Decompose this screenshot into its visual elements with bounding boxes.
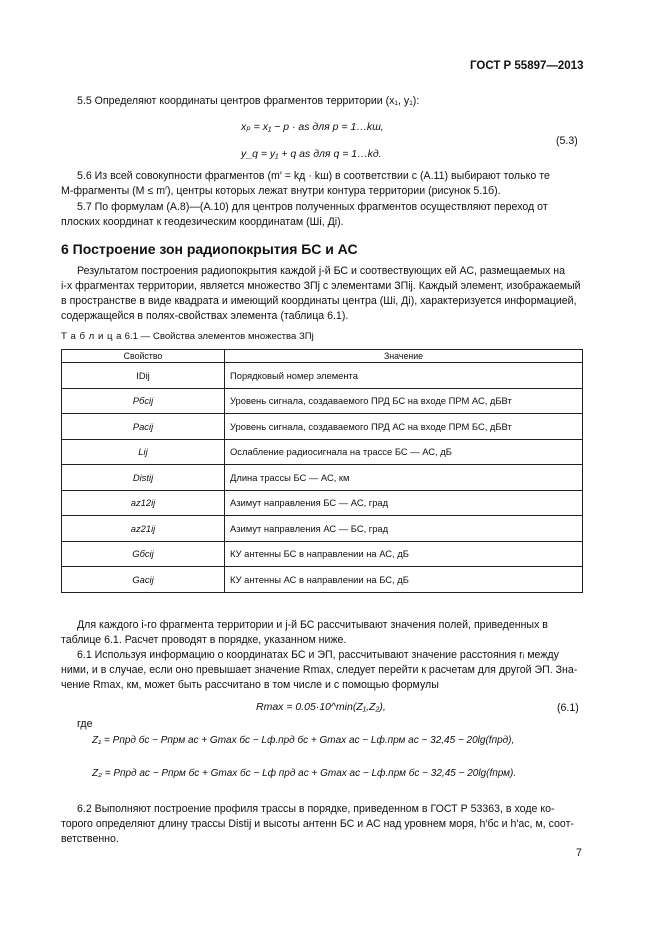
after-table-line1: Для каждого i-го фрагмента территории и j-й БС рассчитывают значения полей, приведенных в xyxy=(77,619,548,631)
property-symbol: Distij xyxy=(62,465,225,491)
formula-xp: xₚ = x₁ − p · as для p = 1…kш, xyxy=(241,121,384,133)
intro-line1: Результатом построения радиопокрытия каждой j-й БС и соотвествующих ей АС, размещаемых на xyxy=(77,265,565,277)
properties-table xyxy=(61,349,583,593)
property-value: КУ антенны БС в направлении на АС, дБ xyxy=(225,541,583,567)
table-caption-prefix: Т а б л и ц а xyxy=(61,331,122,342)
table-header-row xyxy=(62,350,583,363)
property-value: Азимут направления АС — БС, град xyxy=(225,516,583,542)
intro-line2: i-х фрагментах территории, является множество ЗПj с элементами ЗПij. Каждый элемент, изображаемый xyxy=(61,280,581,292)
property-value: КУ антенны АС в направлении на БС, дБ xyxy=(225,567,583,593)
property-symbol: Gбсij xyxy=(62,541,225,567)
column-header-property: Свойство xyxy=(62,350,225,363)
formula-number-5-3: (5.3) xyxy=(556,135,578,147)
property-value: Порядковый номер элемента xyxy=(225,363,583,389)
clause-6-2-line1: 6.2 Выполняют построение профиля трассы в порядке, приведенном в ГОСТ Р 53363, в ходе ко- xyxy=(77,803,555,815)
page-number: 7 xyxy=(576,847,582,859)
section-6-title: 6 Построение зон радиопокрытия БС и АС xyxy=(61,241,358,257)
property-value: Азимут направления БС — АС, град xyxy=(225,490,583,516)
column-header-value: Значение xyxy=(225,350,583,363)
property-symbol: Pбсij xyxy=(62,388,225,414)
clause-5-6-line1: 5.6 Из всей совокупности фрагментов (m′ = kд · kш) в соответствии с (А.11) выбирают только те xyxy=(77,170,550,182)
property-value: Уровень сигнала, создаваемого ПРД АС на входе ПРМ БС, дБВт xyxy=(225,414,583,440)
clause-6-1-line2: ними, и в случае, если оно превышает значение Rmax, следует перейти к расчетам для другой ЭП. Зна- xyxy=(61,664,578,676)
standard-number: ГОСТ Р 55897—2013 xyxy=(470,60,584,72)
property-symbol: az12ij xyxy=(62,490,225,516)
table-row xyxy=(62,516,583,542)
clause-5-6-line2: M-фрагменты (M ≤ m′), центры которых лежат внутри контура территории (рисунок 5.1б). xyxy=(61,185,501,197)
table-row xyxy=(62,567,583,593)
table-row xyxy=(62,363,583,389)
property-symbol: Pacij xyxy=(62,414,225,440)
clause-5-5: 5.5 Определяют координаты центров фрагментов территории (x₁, y₁): xyxy=(77,95,420,107)
clause-6-2-line2: торого определяют длину трассы Distij и высоты антенн БС и АС над уровнем моря, h′бс и h′ас, м, соот- xyxy=(61,818,574,830)
clause-6-1-line3: чение Rmax, км, может быть рассчитано в том числе и с помощью формулы xyxy=(61,679,439,691)
table-caption-text: 6.1 — Свойства элементов множества ЗПj xyxy=(124,331,314,342)
property-symbol: Lij xyxy=(62,439,225,465)
property-symbol: IDij xyxy=(62,363,225,389)
formula-z1: Z₁ = Pпрд бс − Pпрм ас + Gmax бс − Lф.прд бс + Gmax ас − Lф.прм ас − 32,45 − 20lg(fпрд), xyxy=(92,735,515,746)
formula-z2: Z₂ = Pпрд ас − Pпрм бс + Gmax бс − Lф прд ас + Gmax ас − Lф.прм бс − 32,45 − 20lg(fпрм). xyxy=(92,768,517,779)
clause-5-7-line2: плоских координат к геодезическим координатам (Шi, Дi). xyxy=(61,216,344,228)
after-table-line2: таблице 6.1. Расчет проводят в порядке, указанном ниже. xyxy=(61,634,347,646)
table-row xyxy=(62,541,583,567)
table-row xyxy=(62,388,583,414)
clause-6-2-line3: ветственно. xyxy=(61,833,119,845)
intro-line4: содержащейся в полях-свойствах элемента (таблица 6.1). xyxy=(61,310,349,322)
property-value: Ослабление радиосигнала на трассе БС — АС, дБ xyxy=(225,439,583,465)
property-value: Длина трассы БС — АС, км xyxy=(225,465,583,491)
where-label: где xyxy=(77,718,93,730)
clause-6-1-line1: 6.1 Используя информацию о координатах БС и ЭП, рассчитывают значение расстояния rᵢ между xyxy=(77,649,559,661)
table-row xyxy=(62,490,583,516)
property-value: Уровень сигнала, создаваемого ПРД БС на входе ПРМ АС, дБВт xyxy=(225,388,583,414)
formula-yq: y_q = y₁ + q as для q = 1…kд. xyxy=(241,148,382,160)
property-symbol: Gacij xyxy=(62,567,225,593)
property-symbol: az21ij xyxy=(62,516,225,542)
table-row xyxy=(62,465,583,491)
formula-number-6-1: (6.1) xyxy=(557,702,579,714)
formula-rmax: Rmax = 0.05·10^min(Z₁,Z₂), xyxy=(256,701,386,713)
table-row xyxy=(62,439,583,465)
clause-5-7-line1: 5.7 По формулам (А.8)—(А.10) для центров полученных фрагментов осуществляют переход от xyxy=(77,201,548,213)
table-row xyxy=(62,414,583,440)
table-caption xyxy=(61,331,314,342)
intro-line3: в пространстве в виде квадрата и имеющий координаты центра (Шi, Дi), характеризуется информацией, xyxy=(61,295,577,307)
